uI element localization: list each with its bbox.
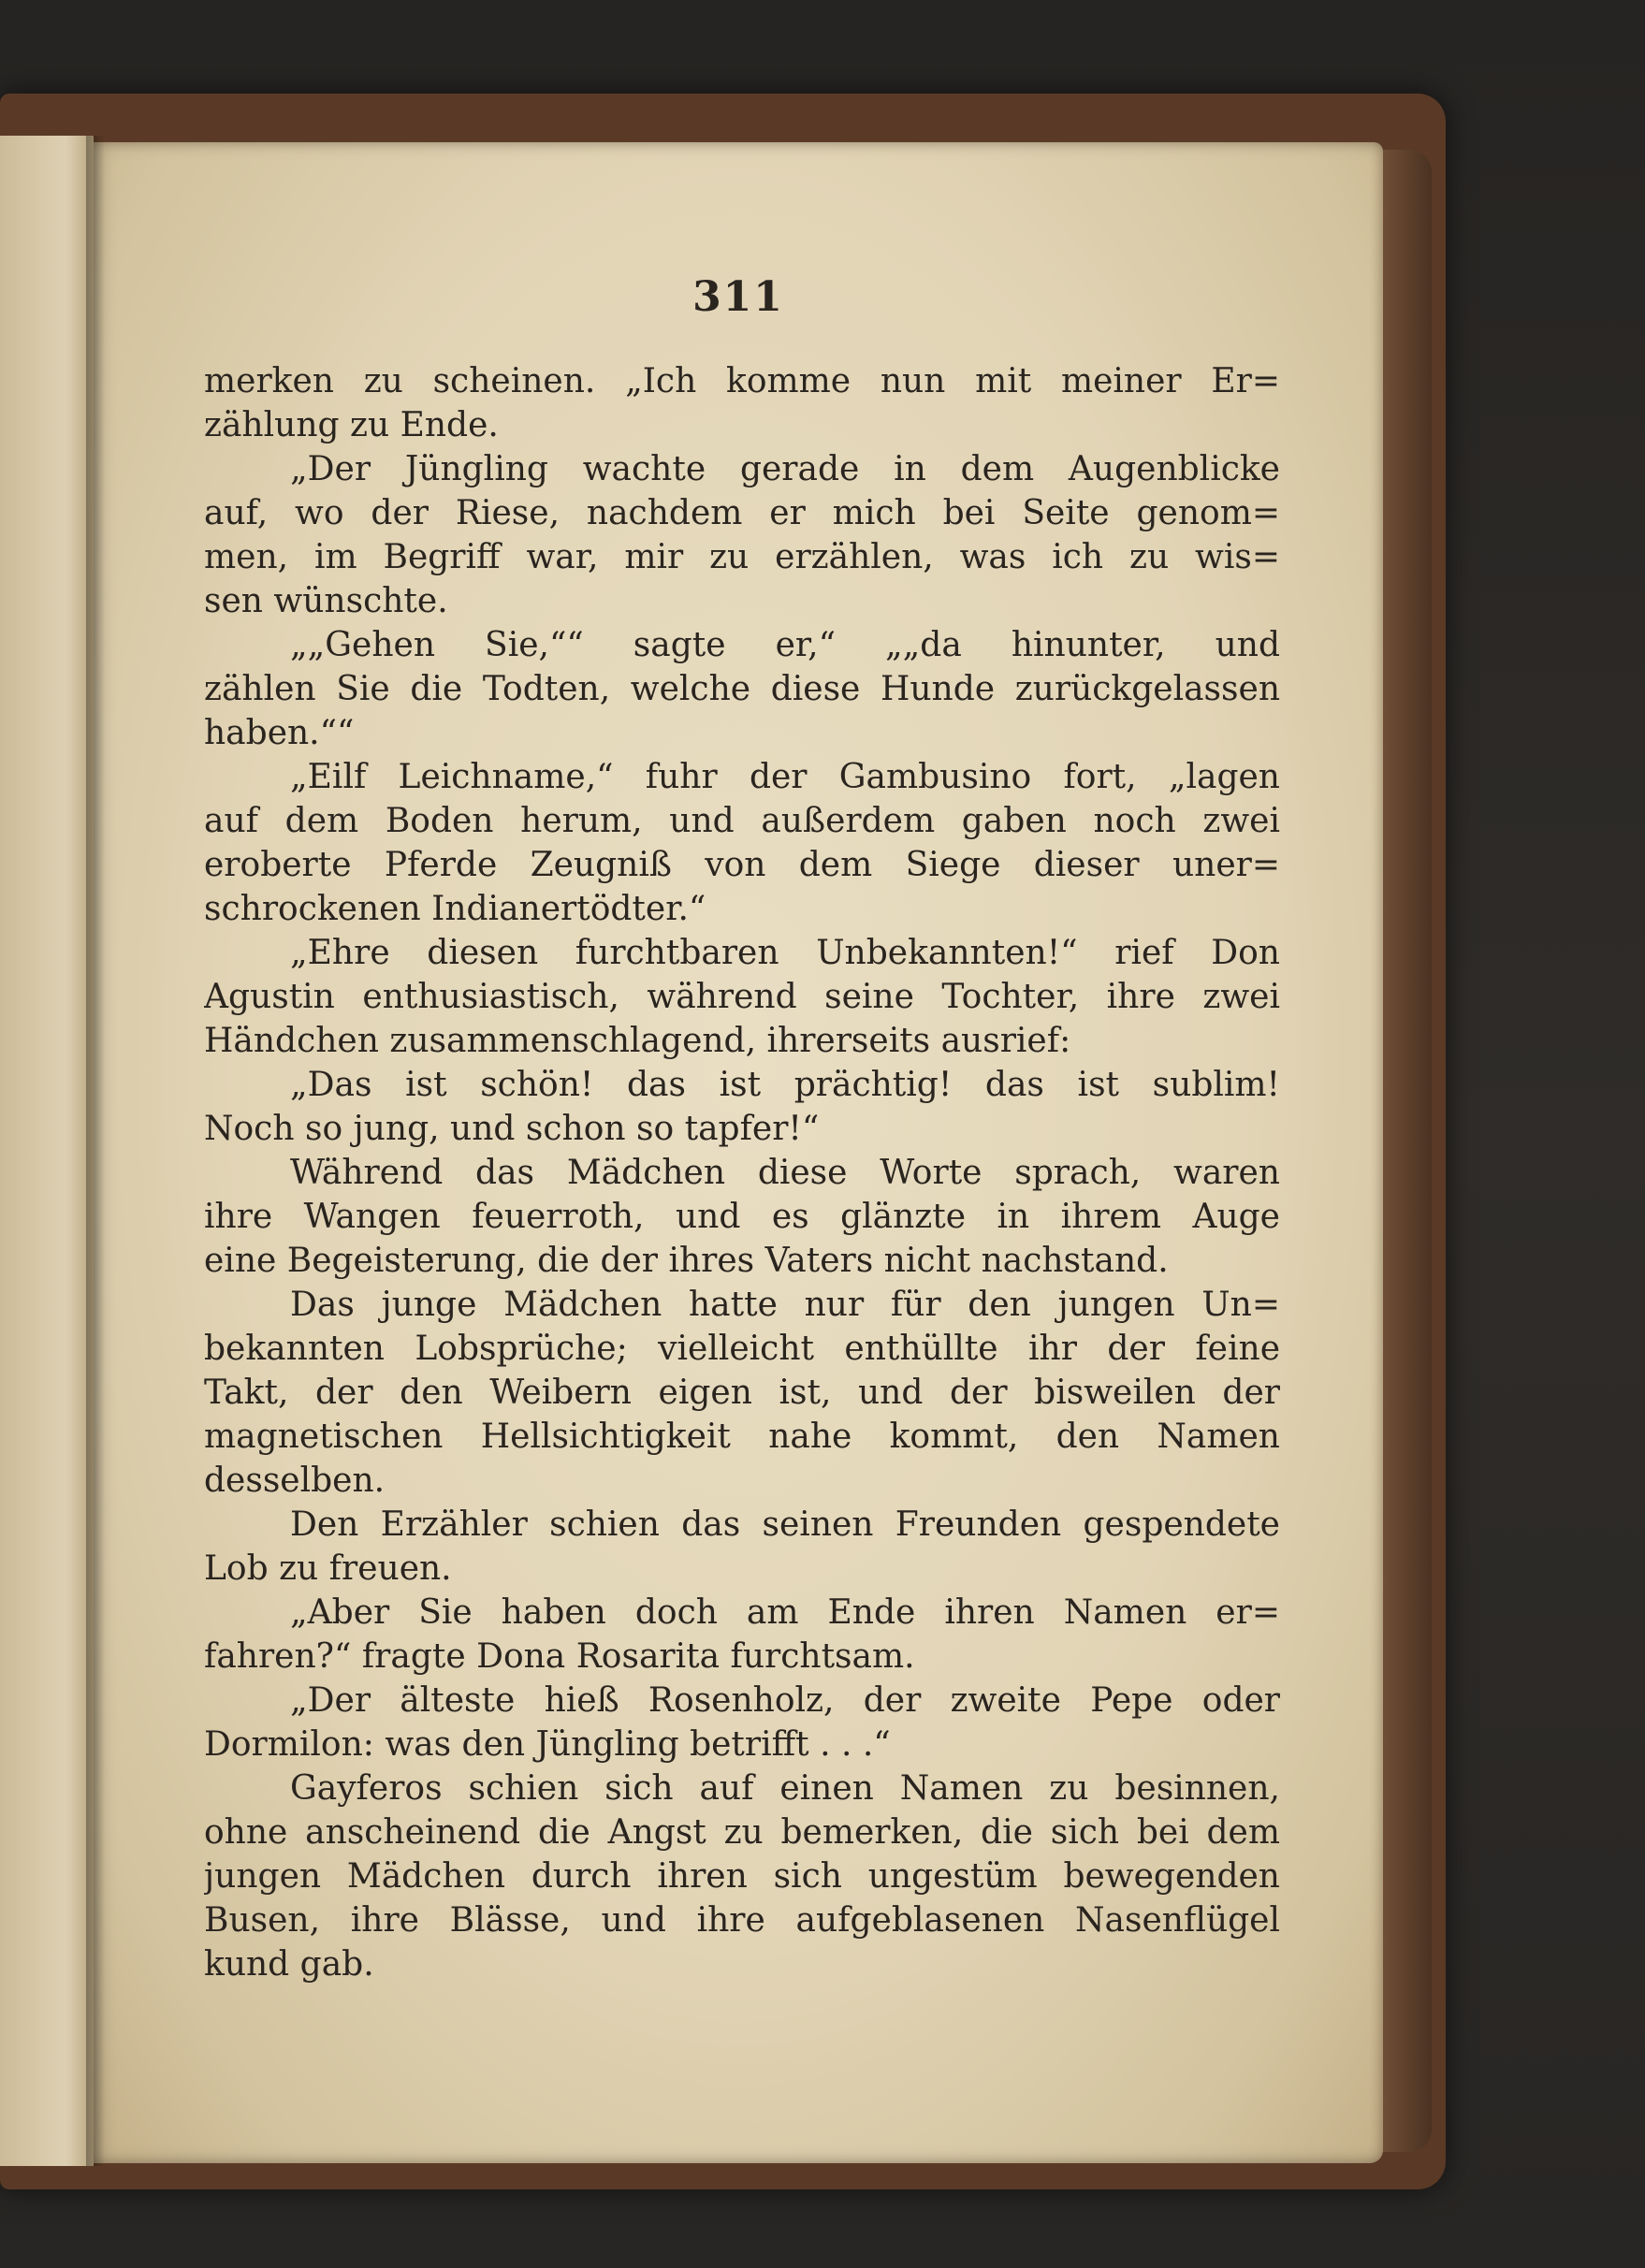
text-line: zählen Sie die Todten, welche diese Hunde zurückgelassen [204,670,1280,708]
text-line: Lob zu freuen. [204,1549,452,1588]
text-line: Händchen zusammenschlagend, ihrerseits ausrief: [204,1022,1071,1060]
text-line: auf, wo der Riese, nachdem er mich bei Seite genom= [204,494,1280,532]
text-line: Busen, ihre Blässe, und ihre aufgeblasenen Nasenflügel [204,1901,1280,1940]
book-gutter [86,136,105,2166]
text-line: Agustin enthusiastisch, während seine Tochter, ihre zwei [204,978,1280,1016]
page-number: 311 [692,273,784,321]
text-line: Dormilon: was den Jüngling betrifft . . .“ [204,1725,891,1764]
left-page-edge [0,136,94,2166]
text-line: kund gab. [204,1945,374,1984]
text-line: „Der älteste hieß Rosenholz, der zweite Pepe oder [290,1681,1280,1720]
text-line: Den Erzähler schien das seinen Freunden gespendete [290,1505,1280,1544]
text-line: desselben. [204,1461,386,1500]
text-line: magnetischen Hellsichtigkeit nahe kommt, den Namen [204,1418,1280,1456]
text-line: Takt, der den Weibern eigen ist, und der bisweilen der [204,1374,1280,1412]
text-line: Während das Mädchen diese Worte sprach, waren [290,1154,1280,1192]
text-line: „Ehre diesen furchtbaren Unbekannten!“ rief Don [290,934,1280,972]
text-line: „Aber Sie haben doch am Ende ihren Namen er= [290,1593,1280,1632]
text-line: fahren?“ fragte Dona Rosarita furchtsam. [204,1637,915,1676]
text-line: auf dem Boden herum, und außerdem gaben noch zwei [204,802,1280,840]
text-line: Noch so jung, und schon so tapfer!“ [204,1110,820,1148]
text-line: schrockenen Indianertödter.“ [204,890,706,928]
text-line: men, im Begriff war, mir zu erzählen, was ich zu wis= [204,538,1280,576]
text-line: haben.““ [204,714,355,752]
text-line: sen wünschte. [204,582,448,620]
text-line: „Das ist schön! das ist prächtig! das ist sublim! [290,1066,1280,1104]
text-line: „„Gehen Sie,““ sagte er,“ „„da hinunter, und [290,626,1280,664]
page-text [204,359,1280,1986]
text-line: „Der Jüngling wachte gerade in dem Augenblicke [290,450,1280,488]
text-line: ohne anscheinend die Angst zu bemerken, die sich bei dem [204,1813,1280,1852]
book-page [94,142,1383,2163]
text-line: zählung zu Ende. [204,406,499,444]
text-line: Gayferos schien sich auf einen Namen zu besinnen, [290,1769,1280,1808]
text-line: „Eilf Leichname,“ fuhr der Gambusino fort, „lagen [290,758,1280,796]
text-line: bekannten Lobsprüche; vielleicht enthüllte ihr der feine [204,1330,1280,1368]
text-line: merken zu scheinen. „Ich komme nun mit meiner Er= [204,362,1280,400]
text-line: eine Begeisterung, die der ihres Vaters nicht nachstand. [204,1242,1169,1280]
text-line: jungen Mädchen durch ihren sich ungestüm bewegenden [204,1857,1280,1896]
text-line: ihre Wangen feuerroth, und es glänzte in ihrem Auge [204,1198,1280,1236]
text-line: eroberte Pferde Zeugniß von dem Siege dieser uner= [204,846,1280,884]
text-line: Das junge Mädchen hatte nur für den jungen Un= [290,1286,1280,1324]
